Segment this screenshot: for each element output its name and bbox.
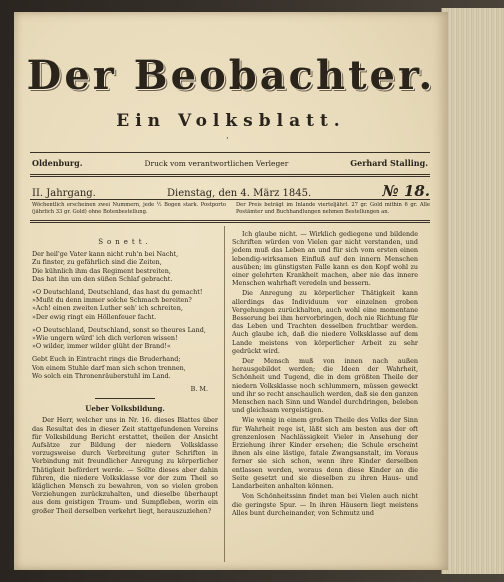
poem-line: Gebt Euch in Eintracht rings die Bruderhand; [32,355,181,364]
imprint-place: Oldenburg. [32,158,83,168]
masthead-subtitle: Ein Volksblatt. [116,111,346,131]
ornament-dot: · [226,134,229,144]
subscription-notice [32,202,430,216]
poem-line: Von einem Stuhle darf man sich schon trennen, [32,363,186,372]
poem-line: Wo solch ein Thronenräuberstuhl im Land. [32,371,171,380]
poem-title: Sonett. [98,238,152,246]
poem-line: »Wie ungern würd' ich dich verloren wissen! [32,334,178,343]
issue-top-rule [30,174,430,177]
poem-stanza [32,250,218,283]
issue-number: № 18. [382,182,430,200]
poem-line: »O Deutschland, Deutschland, das hast du gemacht! [32,288,203,297]
imprint-line [32,158,428,168]
poem-line: »Ach! einen zweiten Luther seh' ich schreiten, [32,304,183,313]
issue-date: Dienstag, den 4. März 1845. [167,188,312,199]
notice-right: Der Preis beträgt im Inlande vierteljährl. 27 gr. Gold mithin 6 gr. Alle Postämter und Buchhandlungen nehmen Bestellungen an. [236,202,430,215]
section-divider [95,398,155,399]
page-edges [441,8,504,574]
poem-line: Die kühnlich ihm das Regiment bestreiten, [32,266,171,275]
imprint-top-rule [30,152,430,153]
section-title: Ueber Volksbildung. [85,404,165,414]
poem-line: »Mußt du denn immer solche Schmach bereiten? [32,296,192,305]
poem-stanza [32,326,218,351]
imprint-printer: Druck vom verantwortlichen Verleger [144,159,289,168]
notice-top-rule [30,199,430,200]
article-paragraph: Die Anregung zu körperlicher Thätigkeit kann allerdings das Individuum vor einzelnen groben Vergehungen zurückhalten, auch wohl eine momentane Besserung bei ihm hervorbringen, doch nie Richtung für das Leben und Trachten desselben fruchtbar werden. Auch glaube ich, daß die niedere Volksklasse auf dem Lande meistens von körperlicher Arbeit zu sehr gedrückt wird. [232,289,418,355]
columns-top-rule [30,220,430,223]
poem-line: Der heil'ge Vater kann nicht ruh'n bei Nacht, [32,250,179,259]
poem-line: »O Deutschland, Deutschland, sonst so theures Land, [32,325,206,334]
article-paragraph: Ich glaube nicht. — Wirklich gediegene und bildende Schriften würden von Vielen gar nicht verstanden, und jedem muß das Leben an und für sich vom ersten einen lebendig-wirksamen Einfluß auf den innern Menschen ausüben; im günstigsten Falle kann es den Kopf wohl zu einer gelehrten Krankheit machen, aber nie das innere Menschen wahrhaft veredeln und bessern. [232,230,418,288]
poem-line: Zu finster, zu gefährlich sind die Zeiten, [32,258,162,267]
poem-stanza [32,288,218,321]
poem-signature: B. M. [190,385,208,394]
imprint-publisher: Gerhard Stalling. [350,158,428,168]
article-paragraph: Von Schönheitssinn findet man bei Vielen auch nicht die geringste Spur. — In ihren Häusern liegt meistens Alles bunt durcheinander, von Schmutz und [232,492,418,517]
issue-volume: II. Jahrgang. [32,188,96,199]
notice-left: Wöchentlich erscheinen zwei Nummern, jede ½ Bogen stark. Postporto (jährlich 33 gr. Gold) ohne Botenbestellung. [32,202,226,215]
column-separator [224,226,225,562]
poem-line: Das hat ihn um den süßen Schlaf gebracht. [32,274,173,283]
poem-line: »Der ewig ringt ein Höllenfeuer facht. [32,312,157,321]
article-paragraph: Der Herr, welcher uns in Nr. 16. dieses Blattes über das Resultat des in dieser Zeit stattgefundenen Vereins für Volksbildung Bericht erstattet, theilen der Ansicht Aufsätze zur Bildung der niedern Volksklasse vorzugsweise durch Verbreitung guter Schriften in Verbindung mit freundlicher Anregung zu körperlicher Thätigkeit befördert werde. — Sollte dieses aber dahin führen, die niedere Volksklasse vor der zum Theil so kläglichen Mensch zu bewahren, von so vielen groben Verziehungen zurückzuhalten, und dieselbe überhaupt aus dem geistigen Traum- und Sumpfleben, worin ein großer Theil derselben verkehrt liegt, herauszuziehen? [32,416,218,515]
poem [32,250,218,380]
right-column [232,230,418,517]
article-paragraph: Wie wenig in einem großen Theile des Volks der Sinn für Wahrheit rege ist, läßt sich am besten aus der oft grenzenlosen Nachlässigkeit Vieler in Ansehung der Erziehung ihrer Kinder ersehen; die Schule erscheint ihnen als eine lästige, fatale Zwangsanstalt, im Voraus ferner sie sich schon, wenn ihre Kinder derselben entlassen werden, woraus denn diese Kinder an die Seite gesetzt und sie dieselben zu ihren Haus- und Landarbeiten anhalten können. [232,416,418,491]
poem-stanza [32,355,218,380]
article-paragraph: Der Mensch muß von innen nach außen herausgebildet werden; die Ideen der Wahrheit, Schönheit und Tugend, die in dem größten Theile der niedern Volksklasse noch schlummern, müssen geweckt und ihr so recht anschaulich werden, daß sie den ganzen Menschen nach Sinn und Wandel durchdringen, beleben und gleichsam vergeistigen. [232,357,418,415]
masthead-title: Der Beobachter. [26,52,436,99]
issue-line [32,182,430,200]
poem-line: »O wilder, immer wilder glüht der Brand!« [32,342,171,351]
left-column [32,230,218,515]
newspaper-page [14,12,448,570]
